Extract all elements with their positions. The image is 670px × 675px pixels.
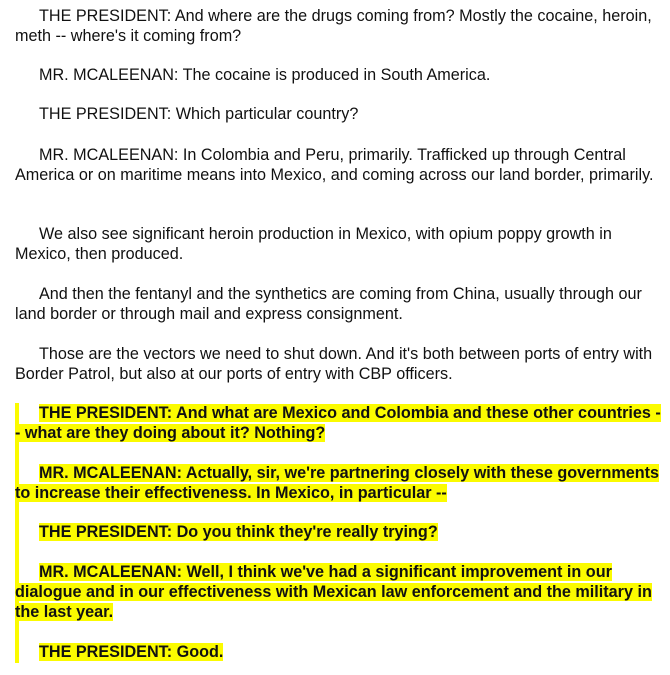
transcript-paragraph: THE PRESIDENT: And where are the drugs coming from? Mostly the cocaine, heroin, meth -- where's it coming from? bbox=[15, 7, 652, 45]
transcript-paragraph: Those are the vectors we need to shut down. And it's both between ports of entry with Border Patrol, but also at our ports of entry with CBP officers. bbox=[15, 345, 653, 383]
highlighted-paragraph: MR. MCALEENAN: Actually, sir, we're partnering closely with these governments to increase their effectiveness. In Mexico, in particular -- bbox=[15, 464, 660, 502]
highlighted-paragraph: THE PRESIDENT: And what are Mexico and Colombia and these other countries -- what are they doing about it? Nothing? bbox=[15, 404, 661, 442]
transcript-paragraph: MR. MCALEENAN: The cocaine is produced in South America. bbox=[39, 66, 491, 84]
transcript-paragraph: We also see significant heroin production in Mexico, with opium poppy growth in Mexico, then produced. bbox=[15, 225, 612, 263]
highlighted-paragraph: MR. MCALEENAN: Well, I think we've had a significant improvement in our dialogue and in our effectiveness with Mexican law enforcement and the military in the last year. bbox=[15, 563, 652, 621]
transcript-paragraph: THE PRESIDENT: Which particular country? bbox=[39, 105, 359, 123]
transcript-paragraph: MR. MCALEENAN: In Colombia and Peru, primarily. Trafficked up through Central America or on maritime means into Mexico, and coming across our land border, primarily. bbox=[15, 146, 654, 184]
highlighted-paragraph: THE PRESIDENT: Do you think they're really trying? bbox=[39, 523, 438, 541]
transcript-paragraph: And then the fentanyl and the synthetics are coming from China, usually through our land border or through mail and express consignment. bbox=[15, 285, 642, 323]
highlighted-paragraph: THE PRESIDENT: Good. bbox=[39, 643, 224, 661]
